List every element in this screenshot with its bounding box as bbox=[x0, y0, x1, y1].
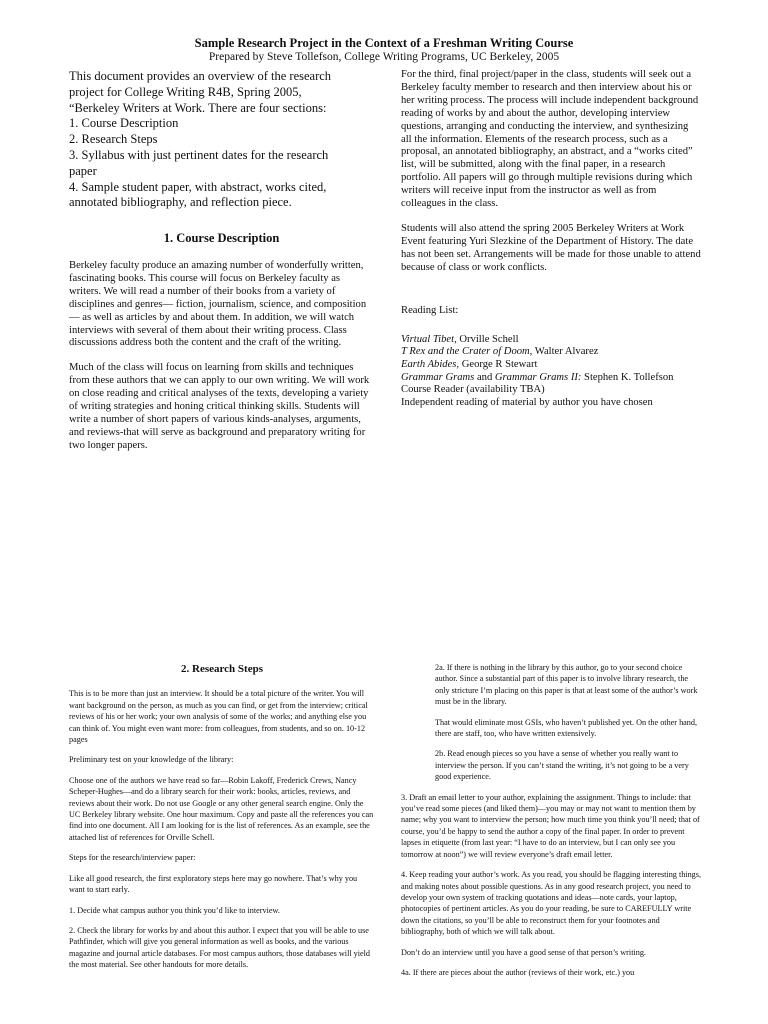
research-paragraph: Preliminary test on your knowledge of the library: bbox=[69, 755, 234, 765]
research-step-paragraph: 2b. Read enough pieces so you have a sense of whether you really want to interview the person. If you can’t stand the writing, it’s not going to be a very good experience. bbox=[435, 749, 689, 782]
left-column-top bbox=[69, 69, 374, 453]
reading-list-item bbox=[401, 346, 701, 359]
research-paragraph: This is to be more than just an interview. It should be a total picture of the writer. You will want background on the person, as much as you can find, or get from the interview; critical reviews of his or her work; your own analysis of some of the works; and anything else you can think of. You might even want more: from colleagues, from students, and so on. 10-12 pages bbox=[69, 689, 368, 745]
research-step-paragraph: Don’t do an interview until you have a good sense of that person’s writing. bbox=[401, 947, 646, 957]
course-description-paragraph: Much of the class will focus on learning from skills and techniques from these authors that we can apply to our own writing. We will work on close reading and critical analyses of the texts, developing a variety of writing strategies and honing critical thinking skills. Students will write a number of short papers of various kinds-analyses, arguments, and reviews-that will serve as background and preparatory writing for two longer papers. bbox=[69, 362, 370, 451]
right-column-top bbox=[401, 69, 701, 410]
book-author: Stephen K. Tollefson bbox=[581, 371, 674, 383]
research-paragraph: 1. Decide what campus author you think you’d like to interview. bbox=[69, 905, 280, 915]
intro-line: paper bbox=[69, 163, 97, 178]
intro-section bbox=[69, 69, 374, 211]
intro-line: 1. Course Description bbox=[69, 116, 179, 131]
research-paragraph: Choose one of the authors we have read so far—Robin Lakoff, Frederick Crews, Nancy Scheper-Hughes—and do a library search for their work: books, articles, reviews, and reviews about their work. Do not use Google or any other general search engine. Only the UC Berkeley library website. One hour maximum. Copy and paste all the references you can find into one document. All I am looking for is the list of references. As an example, see the attached list of references for Orville Schell. bbox=[69, 775, 374, 842]
reading-list-item: Course Reader (availability TBA) bbox=[401, 384, 545, 396]
intro-line: 3. Syllabus with just pertinent dates for the research bbox=[69, 147, 329, 162]
research-step-paragraph: 4a. If there are pieces about the author (reviews of their work, etc.) you bbox=[401, 967, 635, 977]
document-title: Sample Research Project in the Context of a Freshman Writing Course bbox=[194, 36, 574, 50]
intro-line: 4. Sample student paper, with abstract, works cited, bbox=[69, 179, 327, 194]
research-step-paragraph: 4. Keep reading your author’s work. As you read, you should be flagging interesting things, and making notes about possible questions. As in any good research project, you need to develop your own system of tracking quotations and ideas—note cards, your laptop, photocopies of pertinent articles. As you do your reading, be sure to CAREFULLY write down the citations, so you’ll be able to reconstruct them for your footnotes and bibliography, both of which we will talk about. bbox=[401, 870, 702, 937]
book-author: George R Stewart bbox=[459, 358, 538, 370]
right-column-bottom bbox=[401, 662, 701, 978]
book-title: Earth Abides, bbox=[401, 358, 460, 370]
course-description-heading: 1. Course Description bbox=[163, 231, 280, 246]
book-title: T Rex and the Crater of Doom, bbox=[401, 346, 533, 358]
reading-list-item bbox=[401, 372, 701, 385]
book-connector: and bbox=[474, 371, 495, 383]
reading-list-item bbox=[401, 334, 701, 347]
research-step-paragraph: That would eliminate most GSIs, who haven’t published yet. On the other hand, there are staff, too, who have written extensively. bbox=[435, 717, 698, 739]
intro-line: 2. Research Steps bbox=[69, 132, 158, 147]
book-author: Orville Schell bbox=[456, 333, 519, 345]
reading-list bbox=[401, 334, 701, 410]
research-step-paragraph: 3. Draft an email letter to your author, explaining the assignment. Things to include: that you’ve read some pieces (and liked them)—you may or may not want to mention them by name; why you want to interview the person; how much time you think you’ll need; that of course, you’d be happy to send the author a copy of the final paper. In order to prevent lapses in etiquette (from last year: “I have to do an interview, but I can only see you tomorrow at noon”) we will review everyone’s draft email letter. bbox=[401, 792, 700, 859]
intro-line: This document provides an overview of the research bbox=[69, 69, 332, 83]
left-column-bottom bbox=[69, 664, 375, 971]
reading-list-heading: Reading List: bbox=[401, 304, 459, 316]
reading-list-item: Independent reading of material by author you have chosen bbox=[401, 397, 653, 409]
intro-line: annotated bibliography, and reflection piece. bbox=[69, 195, 292, 210]
research-steps-heading: 2. Research Steps bbox=[181, 663, 263, 675]
intro-line: “Berkeley Writers at Work. There are four sections: bbox=[69, 100, 327, 115]
research-paragraph: 2. Check the library for works by and about this author. I expect that you will be able to use Pathfinder, which will give you general information as well as books, and the various magazine and journal article databases. For most campus authors, those databases will yield the most material. See other handouts for more details. bbox=[69, 925, 371, 970]
book-title: Grammar Grams bbox=[401, 371, 475, 383]
event-paragraph: Students will also attend the spring 2005 Berkeley Writers at Work Event featuring Yuri Slezkine of the Department of History. The date has not been set. Arrangements will be made for those unable to attend because of class or work conflicts. bbox=[401, 222, 701, 273]
reading-list-item bbox=[401, 359, 701, 372]
course-description-paragraph: Berkeley faculty produce an amazing number of wonderfully written, fascinating books. This course will focus on Berkeley faculty as writers. We will read a number of their books from a variety of disciplines and genres— fiction, journalism, science, and composition— as well as articles by and about them. In addition, we will watch interviews with several of them about their writing process. Class discussions address both the content and the craft of the writing. bbox=[69, 259, 367, 349]
project-overview-paragraph: For the third, final project/paper in the class, students will seek out a Berkeley faculty member to research and then interview about his or her writing process. The process will include independent background reading of works by and about the author, developing interview questions, arranging and conducting the interview, and synthesizing all the information. Elements of the research process, such as a proposal, an annotated bibliography, an abstract, and a “works cited” list, will be submitted, along with the final paper, in a research portfolio. All papers will go through multiple revisions during which writers will receive input from the instructor as well as from colleagues in the class. bbox=[401, 69, 699, 210]
intro-line: project for College Writing R4B, Spring 2005, bbox=[69, 84, 302, 99]
research-paragraph: Like all good research, the first exploratory steps here may go nowhere. That’s why you want to start early. bbox=[69, 873, 358, 895]
research-paragraph: Steps for the research/interview paper: bbox=[69, 853, 196, 863]
book-title: Virtual Tibet, bbox=[401, 333, 457, 345]
research-step-paragraph: 2a. If there is nothing in the library by this author, go to your second choice author. Since a substantial part of this paper is to involve library research, the only stricture I’m placing on this paper is that at least some of the author’s work must be in the library. bbox=[435, 663, 698, 707]
book-author: Walter Alvarez bbox=[532, 346, 599, 358]
book-title: Grammar Grams II: bbox=[494, 371, 582, 383]
document-subtitle: Prepared by Steve Tollefson, College Writing Programs, UC Berkeley, 2005 bbox=[208, 51, 560, 63]
